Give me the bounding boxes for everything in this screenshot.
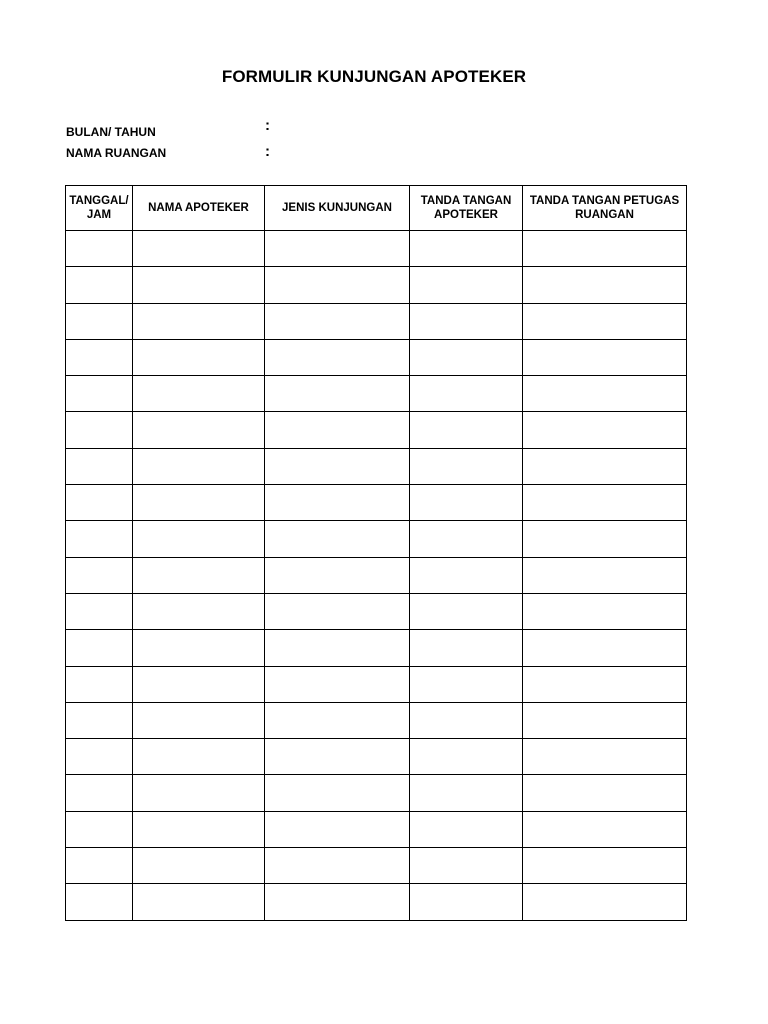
nama-apoteker-cell	[133, 231, 265, 267]
tanda-tangan-apoteker-cell	[410, 448, 523, 484]
nama-ruangan-separator: :	[265, 143, 270, 160]
tanda-tangan-apoteker-cell	[410, 231, 523, 267]
tanda-tangan-apoteker-cell	[410, 884, 523, 920]
jenis-kunjungan-cell	[265, 739, 410, 775]
jenis-kunjungan-cell	[265, 775, 410, 811]
tanda-tangan-petugas-cell	[523, 521, 687, 557]
tanda-tangan-apoteker-cell	[410, 521, 523, 557]
jenis-kunjungan-cell	[265, 267, 410, 303]
tanda-tangan-apoteker-cell	[410, 593, 523, 629]
tanda-tangan-apoteker-cell	[410, 557, 523, 593]
jenis-kunjungan-cell	[265, 557, 410, 593]
nama-apoteker-cell	[133, 339, 265, 375]
table-body	[66, 231, 687, 921]
jenis-kunjungan-cell	[265, 448, 410, 484]
tanggal-jam-cell	[66, 412, 133, 448]
table-row	[66, 448, 687, 484]
nama-apoteker-cell	[133, 884, 265, 920]
jenis-kunjungan-cell	[265, 884, 410, 920]
nama-apoteker-cell	[133, 557, 265, 593]
nama-apoteker-cell	[133, 666, 265, 702]
tanda-tangan-petugas-cell	[523, 630, 687, 666]
tanda-tangan-apoteker-cell	[410, 267, 523, 303]
tanda-tangan-petugas-cell	[523, 593, 687, 629]
jenis-kunjungan-cell	[265, 412, 410, 448]
tanda-tangan-petugas-cell	[523, 739, 687, 775]
tanda-tangan-apoteker-cell	[410, 412, 523, 448]
jenis-kunjungan-cell	[265, 702, 410, 738]
tanggal-jam-cell	[66, 775, 133, 811]
table-row	[66, 666, 687, 702]
table-row	[66, 303, 687, 339]
tanda-tangan-apoteker-cell	[410, 811, 523, 847]
tanda-tangan-petugas-cell	[523, 303, 687, 339]
tanggal-jam-cell	[66, 521, 133, 557]
tanda-tangan-apoteker-cell	[410, 376, 523, 412]
nama-apoteker-cell	[133, 702, 265, 738]
jenis-kunjungan-cell	[265, 848, 410, 884]
nama-apoteker-cell	[133, 376, 265, 412]
jenis-kunjungan-cell	[265, 231, 410, 267]
tanda-tangan-petugas-cell	[523, 884, 687, 920]
tanda-tangan-apoteker-cell	[410, 848, 523, 884]
nama-apoteker-cell	[133, 521, 265, 557]
table-row	[66, 630, 687, 666]
tanggal-jam-cell	[66, 267, 133, 303]
nama-apoteker-cell	[133, 448, 265, 484]
tanda-tangan-apoteker-cell	[410, 702, 523, 738]
nama-apoteker-cell	[133, 267, 265, 303]
tanda-tangan-petugas-cell	[523, 339, 687, 375]
tanggal-jam-cell	[66, 339, 133, 375]
tanda-tangan-apoteker-cell	[410, 666, 523, 702]
tanda-tangan-petugas-cell	[523, 412, 687, 448]
tanggal-jam-cell	[66, 811, 133, 847]
tanda-tangan-apoteker-cell	[410, 303, 523, 339]
nama-apoteker-cell	[133, 630, 265, 666]
header-jenis-kunjungan: JENIS KUNJUNGAN	[265, 186, 410, 231]
jenis-kunjungan-cell	[265, 485, 410, 521]
table-row	[66, 376, 687, 412]
jenis-kunjungan-cell	[265, 521, 410, 557]
tanda-tangan-apoteker-cell	[410, 630, 523, 666]
tanda-tangan-petugas-cell	[523, 485, 687, 521]
table-row	[66, 412, 687, 448]
tanda-tangan-apoteker-cell	[410, 739, 523, 775]
table-row	[66, 884, 687, 920]
header-tanggal-jam: TANGGAL/ JAM	[66, 186, 133, 231]
tanggal-jam-cell	[66, 448, 133, 484]
tanggal-jam-cell	[66, 303, 133, 339]
table-row	[66, 775, 687, 811]
table-row	[66, 485, 687, 521]
tanggal-jam-cell	[66, 666, 133, 702]
tanda-tangan-petugas-cell	[523, 267, 687, 303]
nama-apoteker-cell	[133, 485, 265, 521]
tanggal-jam-cell	[66, 848, 133, 884]
tanda-tangan-apoteker-cell	[410, 485, 523, 521]
jenis-kunjungan-cell	[265, 593, 410, 629]
tanda-tangan-apoteker-cell	[410, 339, 523, 375]
tanggal-jam-cell	[66, 485, 133, 521]
header-tanda-tangan-petugas-ruangan: TANDA TANGAN PETUGAS RUANGAN	[523, 186, 687, 231]
bulan-tahun-label: BULAN/ TAHUN	[66, 125, 156, 139]
tanda-tangan-petugas-cell	[523, 848, 687, 884]
tanggal-jam-cell	[66, 702, 133, 738]
nama-apoteker-cell	[133, 811, 265, 847]
tanda-tangan-petugas-cell	[523, 448, 687, 484]
tanggal-jam-cell	[66, 231, 133, 267]
tanggal-jam-cell	[66, 376, 133, 412]
nama-apoteker-cell	[133, 412, 265, 448]
jenis-kunjungan-cell	[265, 811, 410, 847]
header-nama-apoteker: NAMA APOTEKER	[133, 186, 265, 231]
table-row	[66, 593, 687, 629]
page-title: FORMULIR KUNJUNGAN APOTEKER	[221, 67, 527, 86]
nama-apoteker-cell	[133, 775, 265, 811]
bulan-tahun-separator: :	[265, 117, 270, 134]
nama-apoteker-cell	[133, 593, 265, 629]
jenis-kunjungan-cell	[265, 376, 410, 412]
nama-ruangan-label: NAMA RUANGAN	[66, 146, 167, 160]
tanggal-jam-cell	[66, 739, 133, 775]
jenis-kunjungan-cell	[265, 339, 410, 375]
tanggal-jam-cell	[66, 630, 133, 666]
nama-apoteker-cell	[133, 303, 265, 339]
table-row	[66, 739, 687, 775]
nama-apoteker-cell	[133, 848, 265, 884]
tanda-tangan-petugas-cell	[523, 666, 687, 702]
visit-log-table	[65, 185, 687, 921]
table-row	[66, 521, 687, 557]
table-row	[66, 267, 687, 303]
tanggal-jam-cell	[66, 884, 133, 920]
tanda-tangan-petugas-cell	[523, 376, 687, 412]
jenis-kunjungan-cell	[265, 666, 410, 702]
jenis-kunjungan-cell	[265, 303, 410, 339]
tanda-tangan-apoteker-cell	[410, 775, 523, 811]
tanda-tangan-petugas-cell	[523, 702, 687, 738]
tanggal-jam-cell	[66, 557, 133, 593]
table-row	[66, 557, 687, 593]
table-row	[66, 231, 687, 267]
table-row	[66, 848, 687, 884]
tanda-tangan-petugas-cell	[523, 811, 687, 847]
table-row	[66, 811, 687, 847]
jenis-kunjungan-cell	[265, 630, 410, 666]
table-header-row	[66, 186, 687, 231]
tanda-tangan-petugas-cell	[523, 557, 687, 593]
nama-apoteker-cell	[133, 739, 265, 775]
tanggal-jam-cell	[66, 593, 133, 629]
tanda-tangan-petugas-cell	[523, 775, 687, 811]
table-row	[66, 702, 687, 738]
header-tanda-tangan-apoteker: TANDA TANGAN APOTEKER	[410, 186, 523, 231]
table-row	[66, 339, 687, 375]
tanda-tangan-petugas-cell	[523, 231, 687, 267]
